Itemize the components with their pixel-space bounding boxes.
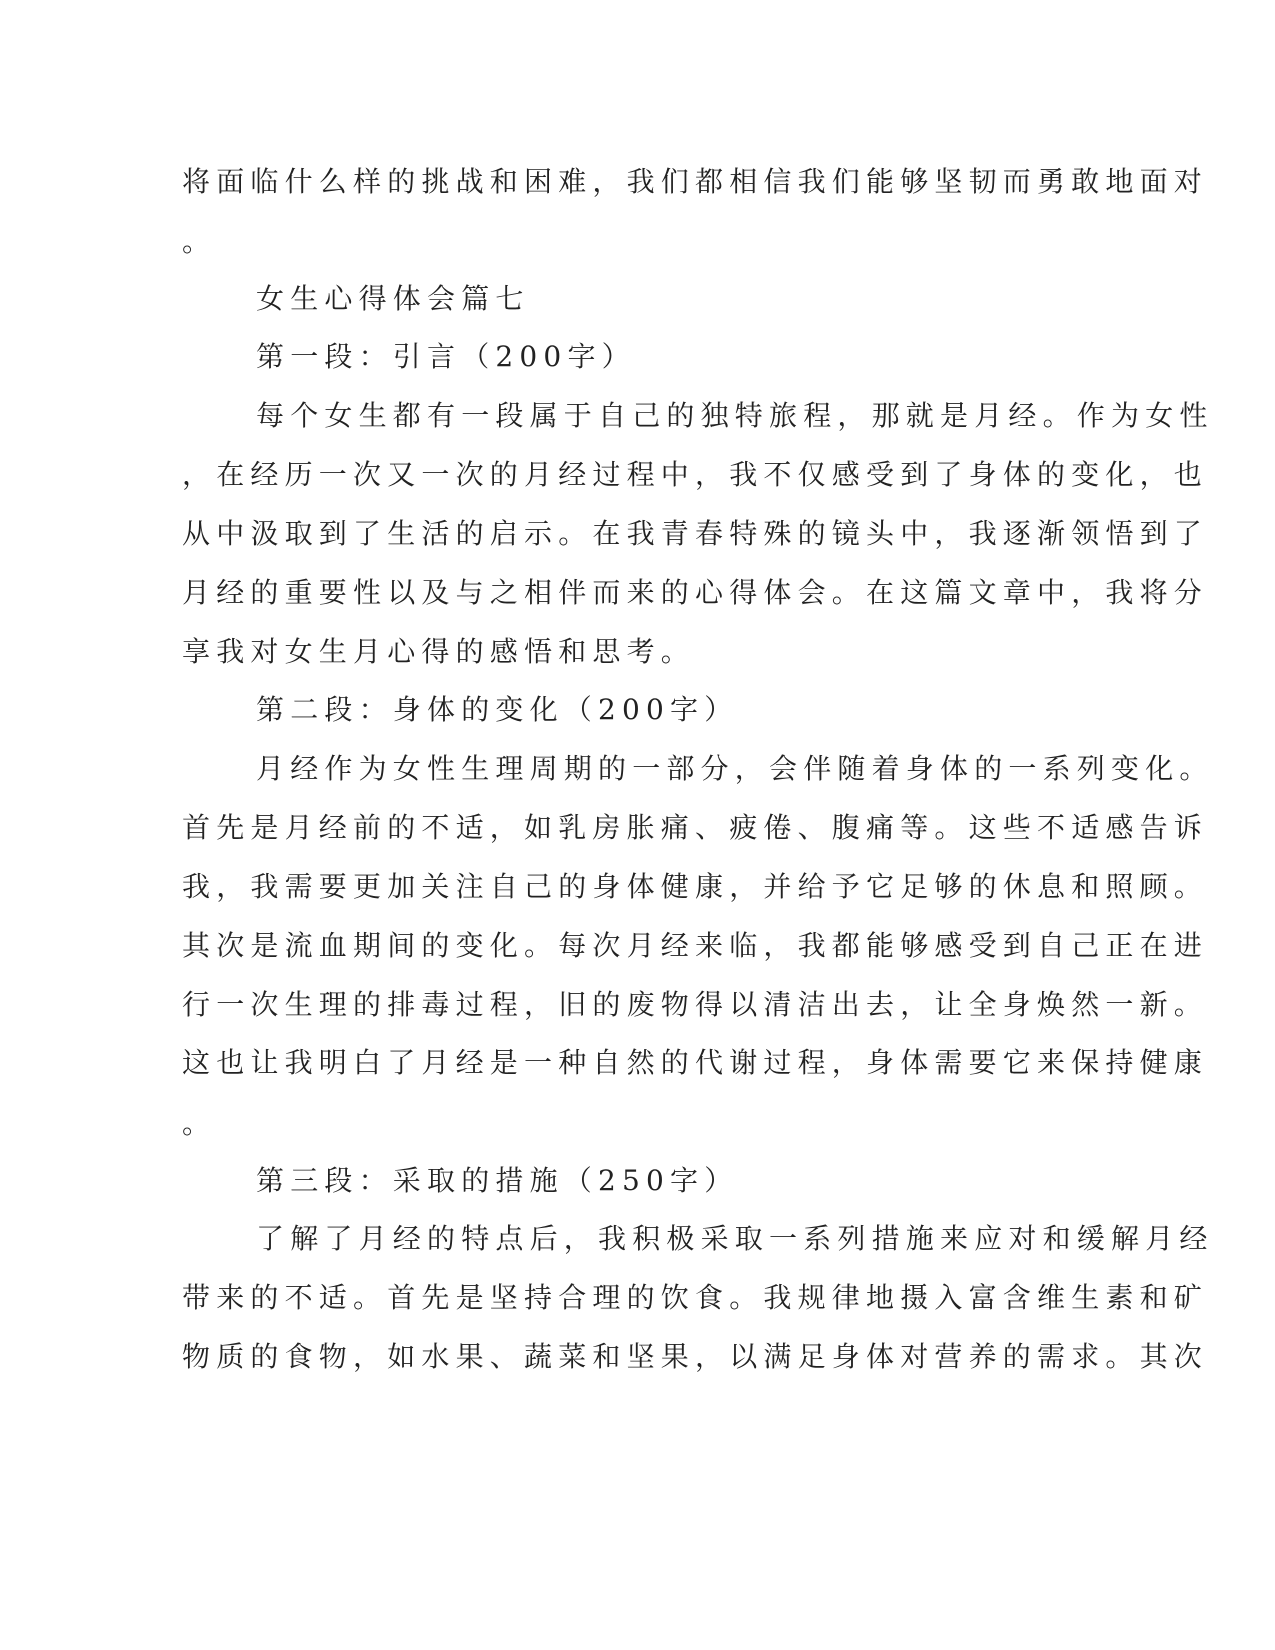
body-text-line: 每个女生都有一段属于自己的独特旅程，那就是月经。作为女性 <box>256 399 1214 432</box>
section-heading: 第一段：引言（200字） <box>256 340 636 373</box>
body-text-line: 月经的重要性以及与之相伴而来的心得体会。在这篇文章中，我将分 <box>182 576 1209 609</box>
body-text-line: 从中汲取到了生活的启示。在我青春特殊的镜头中，我逐渐领悟到了 <box>182 517 1209 550</box>
body-text-line: 享我对女生月心得的感悟和思考。 <box>182 635 696 668</box>
body-text-line: 将面临什么样的挑战和困难，我们都相信我们能够坚韧而勇敢地面对 <box>182 165 1209 198</box>
body-text-line: 其次是流血期间的变化。每次月经来临，我都能够感受到自己正在进 <box>182 929 1209 962</box>
body-text-line: 了解了月经的特点后，我积极采取一系列措施来应对和缓解月经 <box>256 1222 1214 1255</box>
body-text-line: ，在经历一次又一次的月经过程中，我不仅感受到了身体的变化，也 <box>182 458 1209 491</box>
body-text-line: 。 <box>182 225 217 258</box>
body-text-line: 我，我需要更加关注自己的身体健康，并给予它足够的休息和照顾。 <box>182 870 1209 903</box>
body-text-line: 物质的食物，如水果、蔬菜和坚果，以满足身体对营养的需求。其次 <box>182 1340 1209 1373</box>
body-text-line: 。 <box>182 1107 217 1140</box>
section-heading: 第二段：身体的变化（200字） <box>256 693 739 726</box>
body-text-line: 带来的不适。首先是坚持合理的饮食。我规律地摄入富含维生素和矿 <box>182 1281 1209 1314</box>
body-text-line: 月经作为女性生理周期的一部分，会伴随着身体的一系列变化。 <box>256 752 1214 785</box>
section-title: 女生心得体会篇七 <box>256 282 530 315</box>
body-text-line: 首先是月经前的不适，如乳房胀痛、疲倦、腹痛等。这些不适感告诉 <box>182 811 1209 844</box>
body-text-line: 行一次生理的排毒过程，旧的废物得以清洁出去，让全身焕然一新。 <box>182 988 1209 1021</box>
section-heading: 第三段：采取的措施（250字） <box>256 1164 739 1197</box>
body-text-line: 这也让我明白了月经是一种自然的代谢过程，身体需要它来保持健康 <box>182 1046 1209 1079</box>
